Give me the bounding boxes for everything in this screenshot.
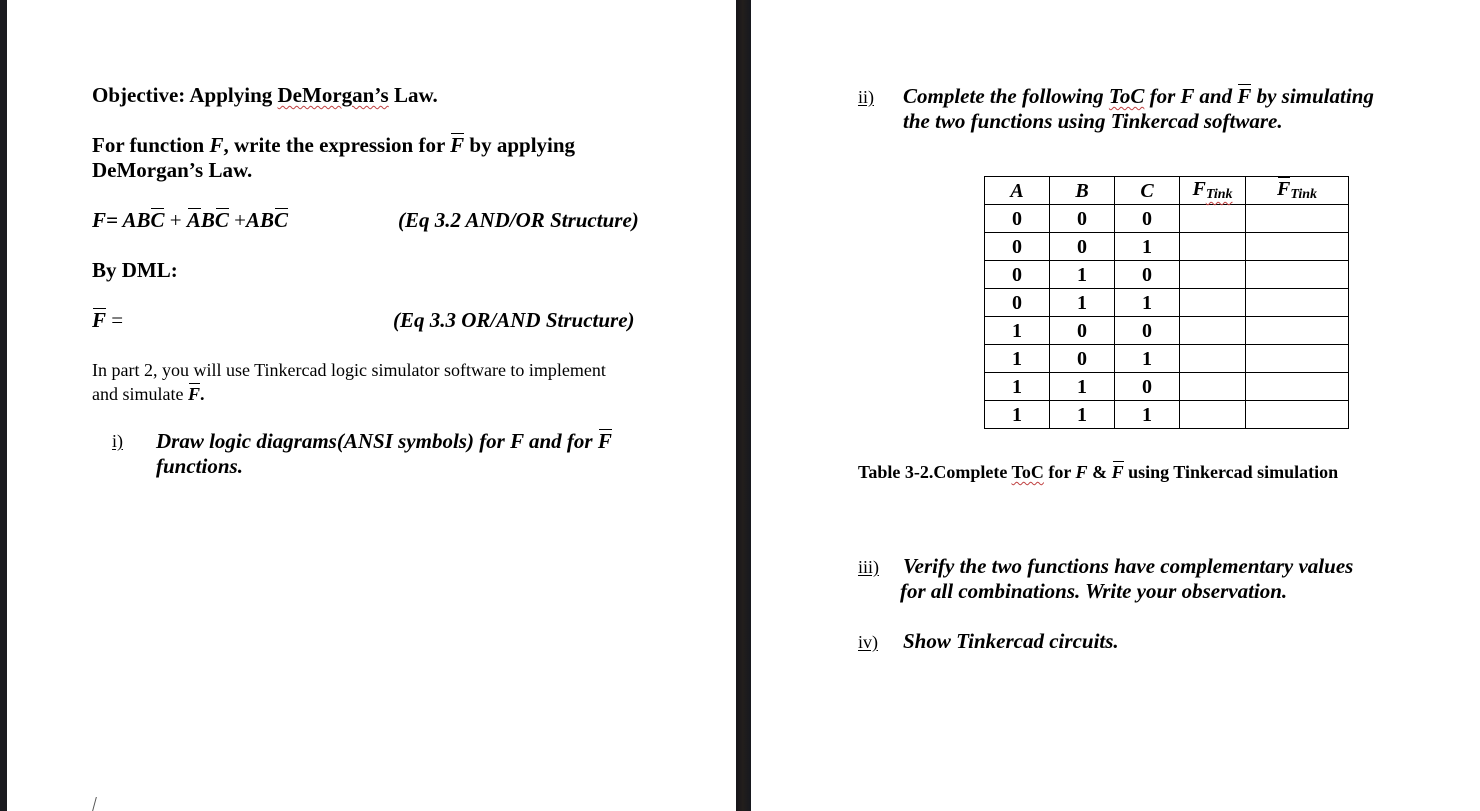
item-ii-var-fbar: F <box>1237 84 1252 108</box>
item-ii-text: for F and <box>1144 84 1238 108</box>
cell-fbar-tink[interactable] <box>1246 373 1349 401</box>
caption-text: using Tinkercad simulation <box>1123 462 1339 482</box>
item-i-line-2: functions. <box>156 454 243 478</box>
col-fbar-subscript: Tink <box>1290 187 1318 202</box>
dml-label: By DML: <box>92 258 178 282</box>
cell-f-tink[interactable] <box>1180 261 1246 289</box>
cell-f-tink[interactable] <box>1180 233 1246 261</box>
caption-var-f: F <box>1075 462 1088 482</box>
table-row <box>985 233 1349 261</box>
cell-fbar-tink[interactable] <box>1246 401 1349 429</box>
equation-f <box>92 210 288 231</box>
truth-table <box>984 176 1349 429</box>
instruction-line-1 <box>92 135 575 156</box>
cell-fbar-tink[interactable] <box>1246 205 1349 233</box>
instruction-text: by applying <box>464 133 576 157</box>
cell-a: 0 <box>985 289 1050 317</box>
cell-fbar-tink[interactable] <box>1246 261 1349 289</box>
eq-lhs: F= <box>92 208 123 232</box>
table-row <box>985 317 1349 345</box>
item-iv-number: iv) <box>858 632 878 652</box>
item-ii-line-2: the two functions using Tinkercad software. <box>903 109 1283 133</box>
objective-heading <box>92 85 438 106</box>
table-row <box>985 345 1349 373</box>
col-fbar-label: F <box>1276 178 1291 200</box>
eq-plus: + <box>228 208 246 232</box>
caption-amp: & <box>1087 462 1112 482</box>
instruction-var-f: F <box>209 133 224 157</box>
cell-f-tink[interactable] <box>1180 373 1246 401</box>
table-row <box>985 261 1349 289</box>
cell-f-tink[interactable] <box>1180 289 1246 317</box>
objective-label: Objective: Applying <box>92 83 278 107</box>
part2-var-fbar: F <box>187 384 200 404</box>
col-header-c: C <box>1115 177 1180 205</box>
instruction-line-2: DeMorgan’s Law. <box>92 158 253 182</box>
cell-c: 0 <box>1115 317 1180 345</box>
cell-c: 0 <box>1115 373 1180 401</box>
table-row <box>985 205 1349 233</box>
eq-plus: + <box>164 208 187 232</box>
cell-b: 1 <box>1050 261 1115 289</box>
cell-a: 0 <box>985 205 1050 233</box>
left-page <box>7 0 736 811</box>
cell-a: 1 <box>985 401 1050 429</box>
fbar-var: F <box>92 308 107 332</box>
cell-c: 0 <box>1115 205 1180 233</box>
item-ii-text: by simulating <box>1251 84 1374 108</box>
instruction-text: , write the expression for <box>223 133 451 157</box>
caption-text: for <box>1043 462 1076 482</box>
eq-term-bar: C <box>150 208 165 232</box>
cell-fbar-tink[interactable] <box>1246 345 1349 373</box>
cell-b: 1 <box>1050 401 1115 429</box>
cell-c: 1 <box>1115 401 1180 429</box>
objective-tail: Law. <box>388 83 438 107</box>
caption-text: Table 3-2.Complete <box>858 462 1012 482</box>
col-header-a: A <box>985 177 1050 205</box>
eq-term: AB <box>122 208 151 232</box>
cell-f-tink[interactable] <box>1180 205 1246 233</box>
cell-f-tink[interactable] <box>1180 317 1246 345</box>
cell-c: 1 <box>1115 289 1180 317</box>
cell-a: 0 <box>985 261 1050 289</box>
cell-b: 0 <box>1050 317 1115 345</box>
eq-term-bar: A <box>186 208 201 232</box>
eq-term-bar: C <box>273 208 288 232</box>
cell-fbar-tink[interactable] <box>1246 233 1349 261</box>
caption-var-fbar: F <box>1111 462 1124 482</box>
table-row <box>985 289 1349 317</box>
equation-fbar <box>92 310 123 331</box>
cell-b: 0 <box>1050 205 1115 233</box>
instruction-text: For function <box>92 133 210 157</box>
cell-fbar-tink[interactable] <box>1246 289 1349 317</box>
cell-b: 1 <box>1050 373 1115 401</box>
eq-term-bar: C <box>214 208 229 232</box>
caption-toc: ToC <box>1011 462 1044 482</box>
page-separator <box>736 0 751 811</box>
cell-a: 1 <box>985 345 1050 373</box>
equation-label-3-2: (Eq 3.2 AND/OR Structure) <box>398 208 639 232</box>
table-row <box>985 373 1349 401</box>
cell-b: 1 <box>1050 289 1115 317</box>
col-header-f-tink <box>1180 177 1246 205</box>
cell-c: 1 <box>1115 345 1180 373</box>
cell-a: 0 <box>985 233 1050 261</box>
equation-label-3-3: (Eq 3.3 OR/AND Structure) <box>393 308 635 332</box>
part2-dot: . <box>200 384 205 404</box>
cell-f-tink[interactable] <box>1180 401 1246 429</box>
part2-line-2 <box>92 385 205 403</box>
table-header-row <box>985 177 1349 205</box>
objective-term: DeMorgan’s <box>277 83 389 107</box>
fbar-equals: = <box>106 308 124 332</box>
col-f-subscript: Tink <box>1205 187 1233 202</box>
part2-line-1: In part 2, you will use Tinkercad logic simulator software to implement <box>92 360 606 380</box>
item-ii-line-1 <box>903 86 1374 107</box>
col-f-label: F <box>1192 178 1206 200</box>
item-iii-line-2: for all combinations. Write your observation. <box>900 579 1288 603</box>
item-i-text: Draw logic diagrams(ANSI symbols) for F and for <box>156 429 598 453</box>
instruction-var-fbar: F <box>450 133 465 157</box>
item-ii-toc: ToC <box>1108 84 1145 108</box>
table-caption <box>858 463 1338 481</box>
cell-f-tink[interactable] <box>1180 345 1246 373</box>
col-header-fbar-tink <box>1246 177 1349 205</box>
cell-c: 0 <box>1115 261 1180 289</box>
item-i-line-1 <box>156 431 612 452</box>
cell-c: 1 <box>1115 233 1180 261</box>
cell-b: 0 <box>1050 345 1115 373</box>
item-iv-text: Show Tinkercad circuits. <box>903 629 1119 653</box>
eq-term: B <box>200 208 215 232</box>
col-header-b: B <box>1050 177 1115 205</box>
cell-fbar-tink[interactable] <box>1246 317 1349 345</box>
window-left-edge <box>0 0 7 811</box>
cell-b: 0 <box>1050 233 1115 261</box>
part2-text: and simulate <box>92 384 188 404</box>
item-iii-line-1: Verify the two functions have complementary values <box>903 554 1354 578</box>
item-i-number: i) <box>112 431 123 451</box>
cell-a: 1 <box>985 373 1050 401</box>
item-iii-number: iii) <box>858 557 879 577</box>
item-i-var-fbar: F <box>597 429 612 453</box>
item-ii-text: Complete the following <box>903 84 1109 108</box>
item-ii-number: ii) <box>858 87 874 107</box>
cell-a: 1 <box>985 317 1050 345</box>
eq-term: AB <box>245 208 274 232</box>
table-row <box>985 401 1349 429</box>
